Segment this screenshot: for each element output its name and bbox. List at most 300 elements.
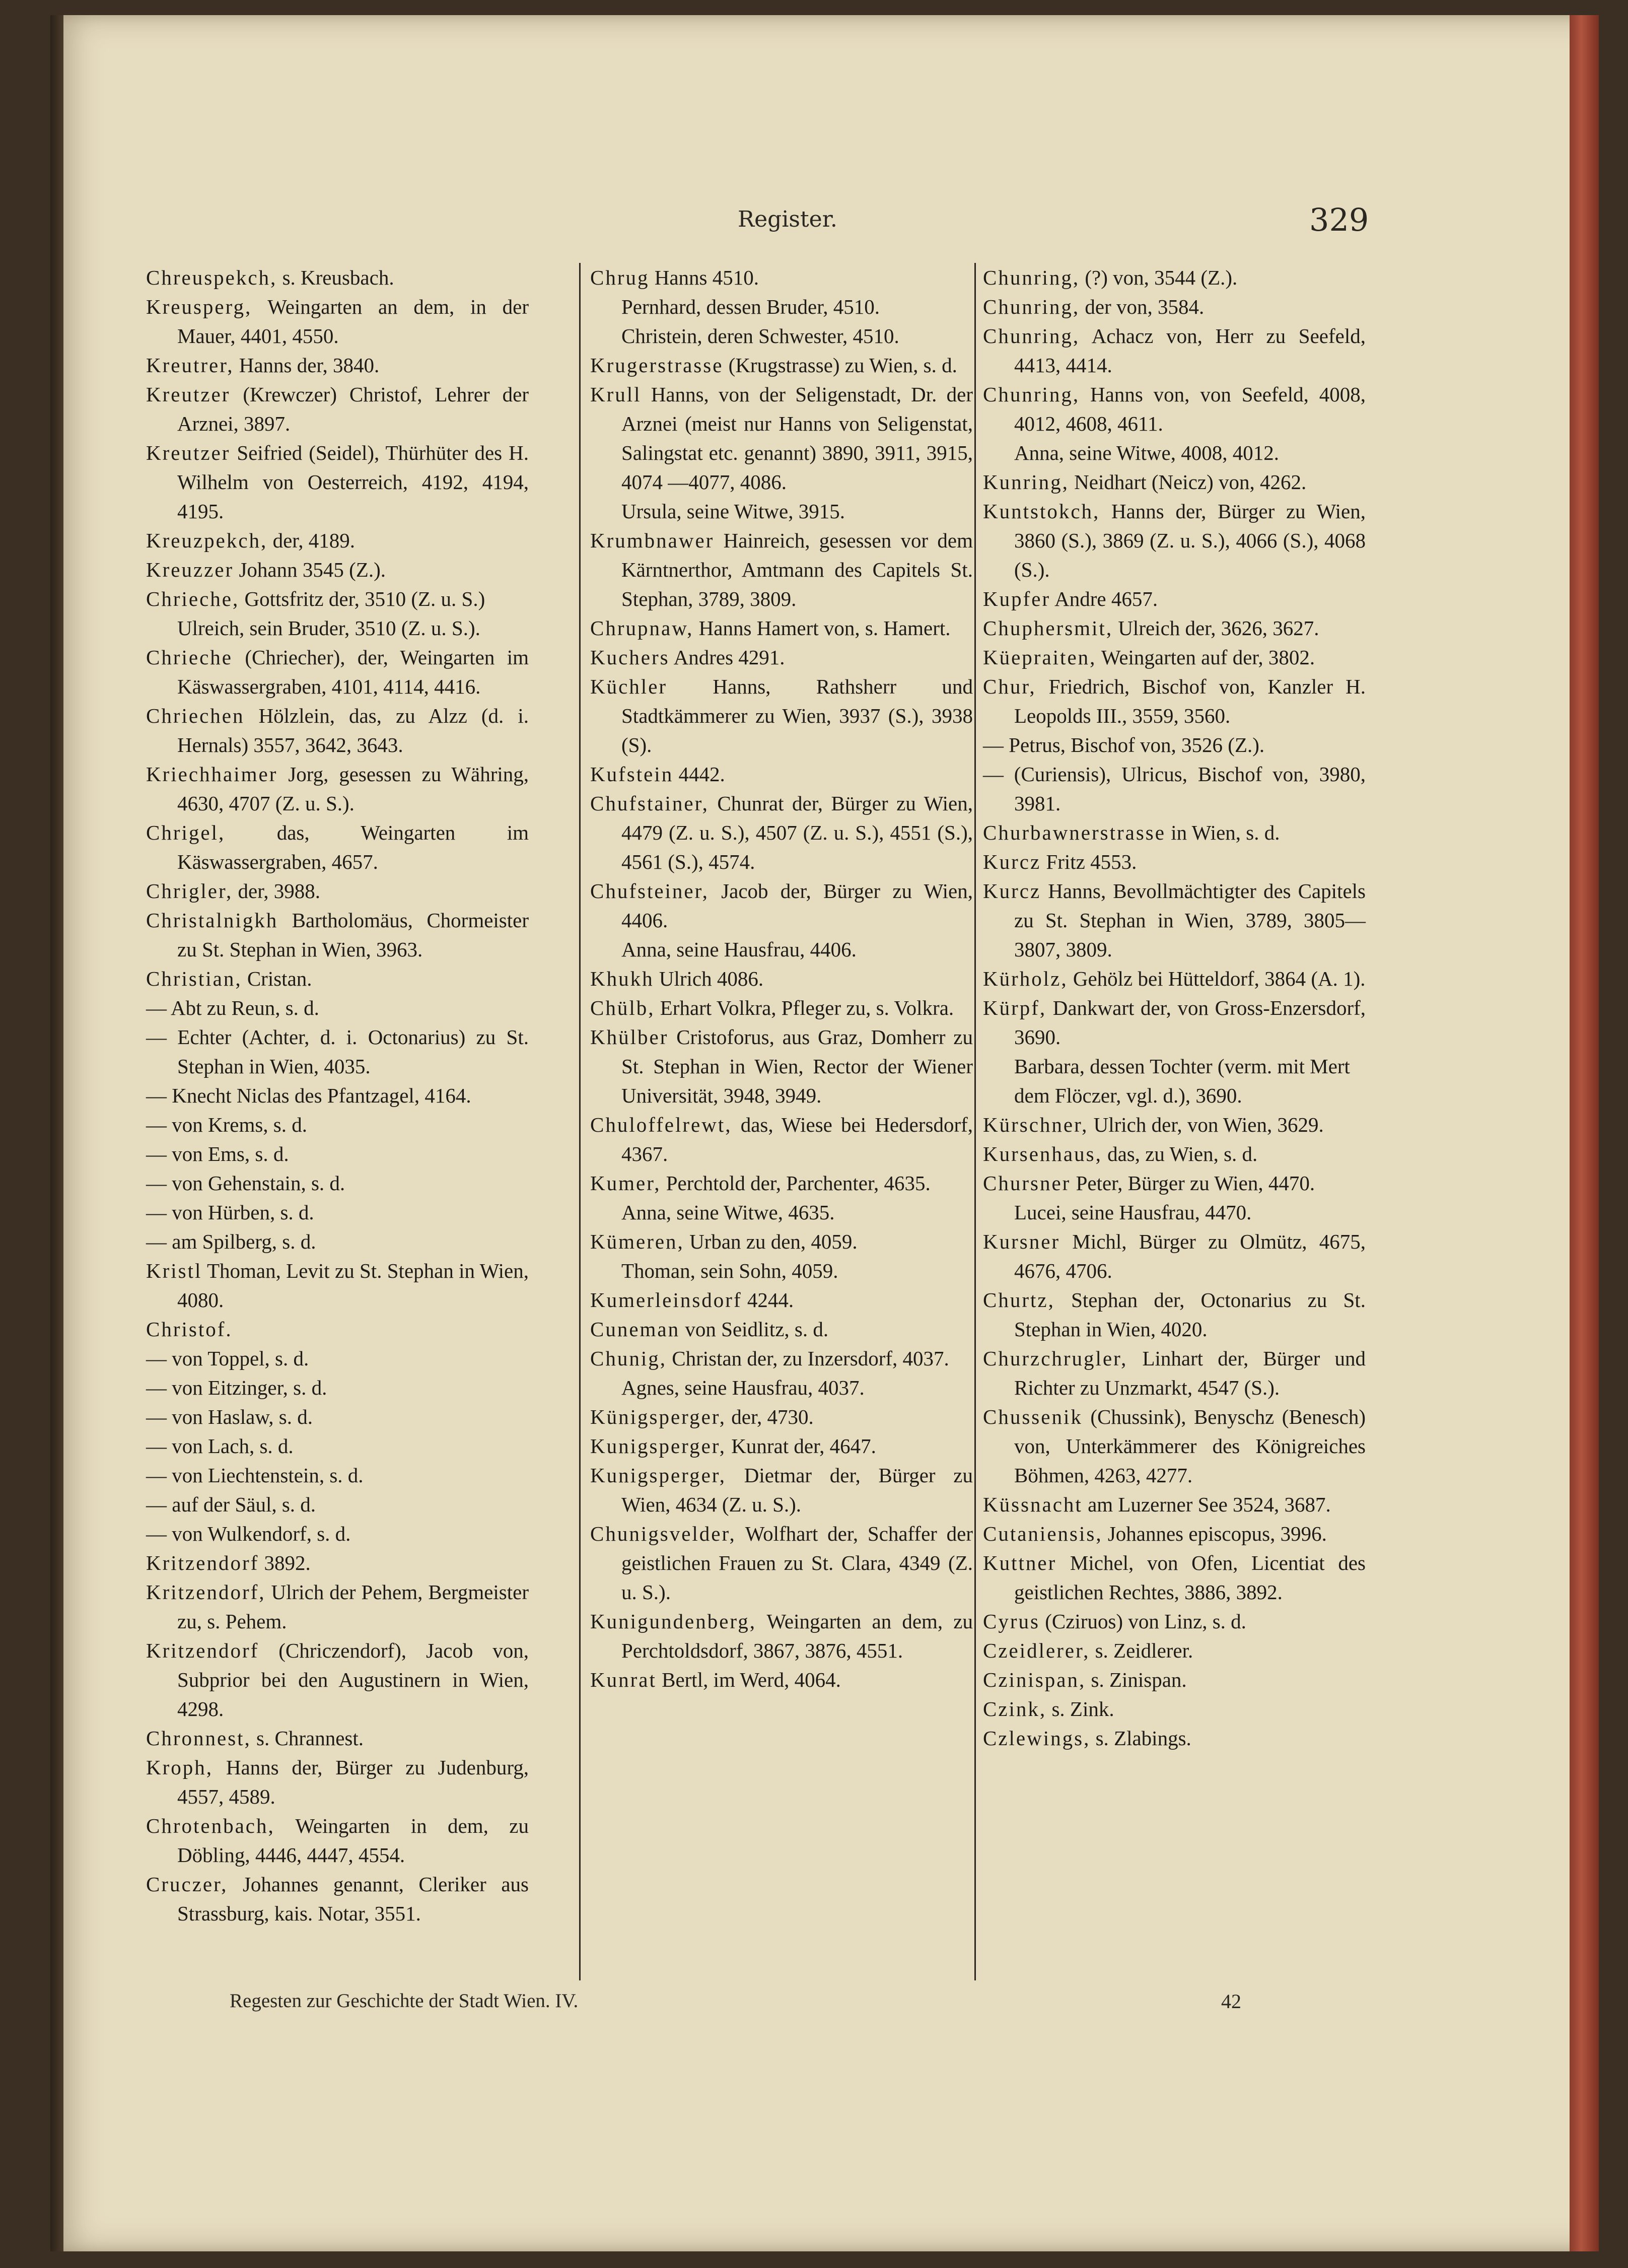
entry-text: Linhart der, Bürger und Richter zu Unzmarkt, 4547 (S.). xyxy=(1014,1347,1366,1399)
entry-text: Ulrich der, von Wien, 3629. xyxy=(1093,1113,1324,1136)
column-rule xyxy=(974,263,976,1980)
entry-text: (?) von, 3544 (Z.). xyxy=(1085,266,1238,289)
entry-text: s. Zlabings. xyxy=(1095,1727,1191,1750)
entry-text: — Knecht Niclas des Pfantzagel, 4164. xyxy=(146,1084,471,1107)
entry-text: — von Toppel, s. d. xyxy=(146,1347,309,1370)
index-entry xyxy=(983,643,1366,672)
index-entry xyxy=(590,380,973,497)
entry-text: 4442. xyxy=(678,763,725,786)
entry-text: Perchtold der, Parchenter, 4635. xyxy=(666,1172,931,1195)
entry-headword: Kunigsperger, xyxy=(590,1434,727,1458)
entry-text: — von Lach, s. d. xyxy=(146,1434,294,1458)
index-entry xyxy=(983,1607,1366,1636)
index-entry xyxy=(983,1519,1366,1548)
entry-text: — von Hürben, s. d. xyxy=(146,1201,314,1224)
index-entry xyxy=(590,1665,973,1694)
entry-headword: Chur, xyxy=(983,675,1036,698)
entry-text: Hanns, Bevollmächtigter des Capitels zu St. Stephan in Wien, 3789, 3805—3807, 3809. xyxy=(1014,879,1366,961)
entry-headword: Kritzendorf xyxy=(146,1639,259,1662)
index-entry xyxy=(983,1139,1366,1169)
index-entry xyxy=(983,1344,1366,1402)
entry-headword: Kreutzer xyxy=(146,441,231,464)
index-entry xyxy=(590,964,973,993)
index-entry xyxy=(983,1724,1366,1753)
subentry-text: Ulreich, sein Bruder, 3510 (Z. u. S.). xyxy=(177,616,480,640)
entry-text: Bartholomäus, Chormeister zu St. Stephan in Wien, 3963. xyxy=(177,909,529,961)
entry-text: Hainreich, gesessen vor dem Kärntnerthor, Amtmann des Capitels St. Stephan, 3789, 3809. xyxy=(621,529,973,610)
index-entry xyxy=(590,1402,973,1431)
entry-text: Johannes genannt, Cleriker aus Strassburg, kais. Notar, 3551. xyxy=(177,1873,529,1925)
entry-headword: Chrigler, xyxy=(146,879,233,903)
index-entry xyxy=(983,964,1366,993)
entry-headword: Chrigel, xyxy=(146,821,226,844)
index-entry xyxy=(983,847,1366,876)
entry-text: am Luzerner See 3524, 3687. xyxy=(1088,1493,1331,1516)
index-entry xyxy=(146,906,529,964)
entry-text: das, Wiese bei Hedersdorf, 4367. xyxy=(621,1113,973,1165)
entry-headword: Christof. xyxy=(146,1318,233,1341)
entry-text: s. Zink. xyxy=(1051,1697,1114,1721)
running-header: Register. xyxy=(738,207,837,232)
subentry-text: Anna, seine Witwe, 4635. xyxy=(621,1201,835,1224)
entry-text: Seifried (Seidel), Thürhüter des H. Wilhelm von Oesterreich, 4192, 4194, 4195. xyxy=(177,441,529,523)
entry-text: Friedrich, Bischof von, Kanzler H. Leopolds III., 3559, 3560. xyxy=(1014,675,1366,727)
index-entry xyxy=(983,1665,1366,1694)
entry-headword: Küchler xyxy=(590,675,668,698)
subentry-text: Anna, seine Witwe, 4008, 4012. xyxy=(1014,441,1279,464)
index-subentry xyxy=(983,438,1366,467)
entry-headword: Churzchrugler, xyxy=(983,1347,1128,1370)
index-entry xyxy=(590,643,973,672)
page-number: 329 xyxy=(1309,201,1369,238)
entry-text: — von Krems, s. d. xyxy=(146,1113,308,1136)
index-entry xyxy=(146,1344,529,1373)
entry-text: Hanns, von der Seligenstadt, Dr. der Arznei (meist nur Hanns von Seligenstat, Salingstat etc. genannt) 3890, 3911, 3915, 4074 —4077, 4086. xyxy=(621,383,973,494)
entry-headword: Chufsteiner, xyxy=(590,879,709,903)
entry-text: Ulrich der Pehem, Bergmeister zu, s. Pehem. xyxy=(177,1580,529,1633)
entry-headword: Cuneman xyxy=(590,1318,680,1341)
entry-text: — von Ems, s. d. xyxy=(146,1142,289,1165)
entry-headword: Kriechhaimer xyxy=(146,763,278,786)
entry-headword: Kuntstokch, xyxy=(983,500,1100,523)
index-entry xyxy=(590,672,973,760)
index-entry xyxy=(146,876,529,906)
entry-headword: Czink, xyxy=(983,1697,1047,1721)
entry-text: Stephan der, Octonarius zu St. Stephan in Wien, 4020. xyxy=(1014,1288,1366,1341)
entry-headword: Chronnest, xyxy=(146,1727,251,1750)
index-entry xyxy=(983,1285,1366,1344)
entry-text: s. Chrannest. xyxy=(256,1727,364,1750)
entry-headword: Chussenik xyxy=(983,1405,1083,1428)
entry-headword: Kunigsperger, xyxy=(590,1464,727,1487)
entry-text: in Wien, s. d. xyxy=(1171,821,1280,844)
index-entry xyxy=(146,1256,529,1315)
index-entry xyxy=(146,584,529,613)
entry-text: Peter, Bürger zu Wien, 4470. xyxy=(1076,1172,1315,1195)
index-entry xyxy=(983,1110,1366,1139)
entry-headword: Krugerstrasse xyxy=(590,354,724,377)
index-entry xyxy=(590,789,973,876)
index-entry xyxy=(146,993,529,1022)
entry-headword: Chülb, xyxy=(590,996,655,1019)
subentry-text: Anna, seine Hausfrau, 4406. xyxy=(621,938,857,961)
subentry-text: Barbara, dessen Tochter (verm. mit Mert dem Flöczer, vgl. d.), 3690. xyxy=(1014,1055,1350,1107)
index-entry xyxy=(590,1227,973,1256)
entry-headword: Künigsperger, xyxy=(590,1405,727,1428)
entry-text: Dietmar der, Bürger zu Wien, 4634 (Z. u. S.). xyxy=(621,1464,973,1516)
entry-text: Weingarten an dem, zu Perchtoldsdorf, 3867, 3876, 4551. xyxy=(621,1610,973,1662)
entry-headword: Cutaniensis, xyxy=(983,1522,1103,1545)
entry-text: Weingarten auf der, 3802. xyxy=(1101,646,1315,669)
gutter-edge xyxy=(50,15,63,2251)
entry-text: der, 4189. xyxy=(272,529,356,552)
index-entry xyxy=(983,672,1366,730)
index-entry xyxy=(983,760,1366,818)
entry-text: Chunrat der, Bürger zu Wien, 4479 (Z. u. S.), 4507 (Z. u. S.), 4551 (S.), 4561 (S.), 4574. xyxy=(621,792,973,873)
index-entry xyxy=(146,1577,529,1636)
entry-headword: Churbawnerstrasse xyxy=(983,821,1166,844)
subentry-text: Ursula, seine Witwe, 3915. xyxy=(621,500,845,523)
index-entry xyxy=(590,1110,973,1169)
entry-headword: Kufstein xyxy=(590,763,674,786)
index-subentry xyxy=(590,1373,973,1402)
entry-text: (Chussink), Benyschz (Benesch) von, Unterkämmerer des Königreiches Böhmen, 4263, 4277. xyxy=(1014,1405,1366,1487)
index-entry xyxy=(983,613,1366,643)
index-entry xyxy=(146,1198,529,1227)
index-entry xyxy=(590,1022,973,1110)
entry-text: das, Weingarten im Käswassergraben, 4657. xyxy=(177,821,529,873)
entry-headword: Kümeren, xyxy=(590,1230,684,1253)
index-entry xyxy=(146,1169,529,1198)
entry-text: Weingarten an dem, in der Mauer, 4401, 4550. xyxy=(177,295,529,348)
entry-text: Neidhart (Neicz) von, 4262. xyxy=(1074,470,1307,494)
entry-text: (Krewczer) Christof, Lehrer der Arznei, 3897. xyxy=(177,383,529,435)
entry-text: — Abt zu Reun, s. d. xyxy=(146,996,319,1019)
entry-text: Andres 4291. xyxy=(673,646,785,669)
entry-headword: Kritzendorf, xyxy=(146,1580,266,1604)
entry-text: Thoman, Levit zu St. Stephan in Wien, 4080. xyxy=(177,1259,529,1312)
entry-headword: Cyrus xyxy=(983,1610,1040,1633)
index-entry xyxy=(146,526,529,555)
index-subentry xyxy=(983,1198,1366,1227)
entry-text: — auf der Säul, s. d. xyxy=(146,1493,316,1516)
entry-text: Bertl, im Werd, 4064. xyxy=(662,1668,841,1691)
index-entry xyxy=(590,351,973,380)
entry-headword: Czinispan, xyxy=(983,1668,1086,1691)
entry-text: von Seidlitz, s. d. xyxy=(685,1318,829,1341)
entry-text: — von Gehenstain, s. d. xyxy=(146,1172,345,1195)
index-entry xyxy=(146,263,529,292)
entry-text: Johannes episcopus, 3996. xyxy=(1107,1522,1327,1545)
index-entry xyxy=(983,1548,1366,1607)
entry-headword: Kürpf, xyxy=(983,996,1047,1019)
entry-headword: Khukh xyxy=(590,967,654,990)
entry-headword: Christian, xyxy=(146,967,242,990)
entry-headword: Krull xyxy=(590,383,642,406)
entry-headword: Kunigundenberg, xyxy=(590,1610,757,1633)
signature-mark: 42 xyxy=(1221,1990,1241,2013)
index-entry xyxy=(146,1402,529,1431)
entry-headword: Czlewings, xyxy=(983,1727,1091,1750)
index-column-3 xyxy=(983,263,1366,1985)
entry-text: der von, 3584. xyxy=(1085,295,1205,318)
entry-text: (Cziruos) von Linz, s. d. xyxy=(1045,1610,1246,1633)
entry-text: Michl, Bürger zu Olmütz, 4675, 4676, 4706. xyxy=(1014,1230,1366,1282)
index-entry xyxy=(983,1227,1366,1285)
index-entry xyxy=(590,1315,973,1344)
index-entry xyxy=(590,760,973,789)
entry-headword: Kupfer xyxy=(983,587,1051,610)
entry-headword: Kursenhaus, xyxy=(983,1142,1102,1165)
entry-headword: Kreuzzer xyxy=(146,558,234,581)
entry-headword: Chrieche, xyxy=(146,587,240,610)
index-column-2 xyxy=(590,263,973,1985)
index-entry xyxy=(146,1811,529,1870)
index-entry xyxy=(983,993,1366,1052)
index-entry xyxy=(146,380,529,438)
subentry-text: Christein, deren Schwester, 4510. xyxy=(621,324,899,348)
entry-text: Hanns der, Bürger zu Wien, 3860 (S.), 3869 (Z. u. S.), 4066 (S.), 4068 (S.). xyxy=(1014,500,1366,581)
index-entry xyxy=(983,292,1366,321)
entry-text: Jorg, gesessen zu Währing, 4630, 4707 (Z. u. S.). xyxy=(177,763,529,815)
entry-text: — von Wulkendorf, s. d. xyxy=(146,1522,351,1545)
index-entry xyxy=(146,1110,529,1139)
index-entry xyxy=(983,1636,1366,1665)
entry-text: (Chriecher), der, Weingarten im Käswassergraben, 4101, 4114, 4416. xyxy=(177,646,529,698)
index-entry xyxy=(146,1081,529,1110)
entry-text: Hanns der, 3840. xyxy=(239,354,380,377)
index-entry xyxy=(590,1519,973,1607)
entry-headword: Chuloffelrewt, xyxy=(590,1113,732,1136)
index-entry xyxy=(146,818,529,876)
entry-headword: Kroph, xyxy=(146,1756,214,1779)
entry-headword: Chufstainer, xyxy=(590,792,709,815)
entry-headword: Cruczer, xyxy=(146,1873,228,1896)
index-entry xyxy=(146,701,529,760)
entry-text: Hanns, Rathsherr und Stadtkämmerer zu Wien, 3937 (S.), 3938 (S). xyxy=(621,675,973,757)
index-entry xyxy=(983,1402,1366,1490)
entry-text: Hölzlein, das, zu Alzz (d. i. Hernals) 3557, 3642, 3643. xyxy=(177,704,529,757)
index-entry xyxy=(983,584,1366,613)
entry-headword: Kreuzpekch, xyxy=(146,529,268,552)
index-entry xyxy=(146,555,529,584)
entry-text: der, 4730. xyxy=(731,1405,814,1428)
index-entry xyxy=(146,1461,529,1490)
index-entry xyxy=(983,321,1366,380)
entry-headword: Chursner xyxy=(983,1172,1071,1195)
subentry-text: Agnes, seine Hausfrau, 4037. xyxy=(621,1376,865,1399)
entry-headword: Kunring, xyxy=(983,470,1069,494)
index-entry xyxy=(146,1870,529,1928)
entry-text: Christan der, zu Inzersdorf, 4037. xyxy=(672,1347,949,1370)
entry-text: — am Spilberg, s. d. xyxy=(146,1230,316,1253)
entry-headword: Kumerleinsdorf xyxy=(590,1288,742,1312)
entry-text: (Chriczendorf), Jacob von, Subprior bei den Augustinern in Wien, 4298. xyxy=(177,1639,529,1721)
index-entry xyxy=(983,1490,1366,1519)
entry-headword: Chreuspekch, xyxy=(146,266,277,289)
index-entry xyxy=(983,1694,1366,1724)
entry-headword: Kristl xyxy=(146,1259,202,1282)
entry-text: s. Zinispan. xyxy=(1091,1668,1187,1691)
entry-headword: Kreutzer xyxy=(146,383,231,406)
entry-headword: Küssnacht xyxy=(983,1493,1083,1516)
column-rule xyxy=(579,263,581,1980)
index-entry xyxy=(146,292,529,351)
entry-headword: Chunigsvelder, xyxy=(590,1522,736,1545)
index-subentry xyxy=(590,497,973,526)
index-entry xyxy=(590,993,973,1022)
entry-headword: Kreusperg, xyxy=(146,295,252,318)
entry-headword: Küepraiten, xyxy=(983,646,1097,669)
page-edge-binding xyxy=(1570,15,1599,2251)
entry-text: — von Haslaw, s. d. xyxy=(146,1405,313,1428)
entry-text: Johann 3545 (Z.). xyxy=(239,558,386,581)
entry-text: s. Kreusbach. xyxy=(282,266,394,289)
entry-headword: Khülber xyxy=(590,1025,669,1049)
entry-headword: Chrug xyxy=(590,266,650,289)
entry-text: Michel, von Ofen, Licentiat des geistlichen Rechtes, 3886, 3892. xyxy=(1014,1551,1366,1604)
entry-text: Andre 4657. xyxy=(1054,587,1158,610)
entry-headword: Kuttner xyxy=(983,1551,1057,1574)
entry-headword: Kreutrer, xyxy=(146,354,234,377)
index-entry xyxy=(590,526,973,613)
footer-note: Regesten zur Geschichte der Stadt Wien. IV. xyxy=(230,1990,579,2012)
entry-headword: Chuphersmit, xyxy=(983,616,1113,640)
entry-headword: Chrupnaw, xyxy=(590,616,694,640)
index-entry xyxy=(590,1607,973,1665)
index-entry xyxy=(146,1636,529,1724)
subentry-text: Lucei, seine Hausfrau, 4470. xyxy=(1014,1201,1252,1224)
entry-text: 3892. xyxy=(264,1551,311,1574)
index-subentry xyxy=(590,321,973,351)
index-entry xyxy=(590,263,973,292)
index-entry xyxy=(146,1724,529,1753)
index-entry xyxy=(146,1490,529,1519)
entry-text: Jacob der, Bürger zu Wien, 4406. xyxy=(621,879,973,932)
entry-headword: Chunring, xyxy=(983,383,1080,406)
entry-text: der, 3988. xyxy=(238,879,320,903)
index-column-1 xyxy=(146,263,529,1985)
index-entry xyxy=(983,876,1366,964)
entry-headword: Chunring, xyxy=(983,295,1080,318)
entry-headword: Krumbnawer xyxy=(590,529,715,552)
entry-headword: Kursner xyxy=(983,1230,1060,1253)
entry-text: Weingarten in dem, zu Döbling, 4446, 4447, 4554. xyxy=(177,1814,529,1867)
entry-text: s. Zeidlerer. xyxy=(1095,1639,1193,1662)
entry-text: Gehölz bei Hütteldorf, 3864 (A. 1). xyxy=(1073,967,1366,990)
index-entry xyxy=(983,497,1366,584)
entry-text: 4244. xyxy=(747,1288,794,1312)
index-entry xyxy=(146,438,529,526)
index-subentry xyxy=(590,1198,973,1227)
index-entry xyxy=(146,1227,529,1256)
entry-text: Wolfhart der, Schaffer der geistlichen Frauen zu St. Clara, 4349 (Z. u. S.). xyxy=(621,1522,973,1604)
entry-text: Cristoforus, aus Graz, Domherr zu St. Stephan in Wien, Rector der Wiener Universität, 3948, 3949. xyxy=(621,1025,973,1107)
entry-text: — Echter (Achter, d. i. Octonarius) zu St. Stephan in Wien, 4035. xyxy=(146,1025,529,1078)
entry-text: — (Curiensis), Ulricus, Bischof von, 3980, 3981. xyxy=(983,763,1366,815)
index-entry xyxy=(146,760,529,818)
index-entry xyxy=(983,380,1366,438)
index-entry xyxy=(590,1285,973,1315)
entry-text: Achacz von, Herr zu Seefeld, 4413, 4414. xyxy=(1014,324,1366,377)
index-entry xyxy=(146,643,529,701)
entry-headword: Chrieche xyxy=(146,646,233,669)
index-entry xyxy=(146,1315,529,1344)
entry-headword: Christalnigkh xyxy=(146,909,278,932)
entry-text: Hanns Hamert von, s. Hamert. xyxy=(698,616,951,640)
entry-text: Fritz 4553. xyxy=(1046,850,1137,873)
index-entry xyxy=(146,964,529,993)
index-entry xyxy=(590,1344,973,1373)
index-entry xyxy=(590,1169,973,1198)
entry-headword: Kuchers xyxy=(590,646,670,669)
index-subentry xyxy=(590,292,973,321)
entry-headword: Chriechen xyxy=(146,704,245,727)
subentry-text: Thoman, sein Sohn, 4059. xyxy=(621,1259,838,1282)
index-subentry xyxy=(146,613,529,643)
entry-text: Cristan. xyxy=(247,967,312,990)
entry-headword: Kunrat xyxy=(590,1668,657,1691)
index-entry xyxy=(146,1373,529,1402)
entry-text: Ulreich der, 3626, 3627. xyxy=(1118,616,1319,640)
entry-headword: Kurcz xyxy=(983,850,1041,873)
entry-text: (Krugstrasse) zu Wien, s. d. xyxy=(728,354,957,377)
entry-text: Kunrat der, 4647. xyxy=(731,1434,876,1458)
index-entry xyxy=(146,1548,529,1577)
entry-text: — Petrus, Bischof von, 3526 (Z.). xyxy=(983,733,1265,757)
index-entry xyxy=(590,1431,973,1461)
index-entry xyxy=(146,1519,529,1548)
index-subentry xyxy=(983,1052,1366,1110)
entry-headword: Kurcz xyxy=(983,879,1041,903)
entry-text: Erhart Volkra, Pfleger zu, s. Volkra. xyxy=(660,996,954,1019)
index-entry xyxy=(983,730,1366,760)
entry-headword: Chunig, xyxy=(590,1347,667,1370)
entry-headword: Kritzendorf xyxy=(146,1551,259,1574)
index-entry xyxy=(146,351,529,380)
index-entry xyxy=(146,1022,529,1081)
entry-text: Ulrich 4086. xyxy=(659,967,764,990)
entry-headword: Kürholz, xyxy=(983,967,1068,990)
entry-text: Hanns 4510. xyxy=(654,266,759,289)
index-entry xyxy=(590,876,973,935)
entry-headword: Chunring, xyxy=(983,266,1080,289)
index-entry xyxy=(146,1431,529,1461)
entry-headword: Kürschner, xyxy=(983,1113,1089,1136)
entry-headword: Churtz, xyxy=(983,1288,1055,1312)
entry-headword: Czeidlerer, xyxy=(983,1639,1090,1662)
index-entry xyxy=(983,1169,1366,1198)
entry-text: Hanns der, Bürger zu Judenburg, 4557, 4589. xyxy=(177,1756,529,1808)
entry-headword: Chrotenbach, xyxy=(146,1814,275,1837)
entry-text: Gottsfritz der, 3510 (Z. u. S.) xyxy=(244,587,485,610)
entry-text: Urban zu den, 4059. xyxy=(689,1230,858,1253)
index-subentry xyxy=(590,935,973,964)
index-entry xyxy=(146,1139,529,1169)
subentry-text: Pernhard, dessen Bruder, 4510. xyxy=(621,295,880,318)
index-entry xyxy=(590,1461,973,1519)
entry-headword: Chunring, xyxy=(983,324,1080,348)
index-entry xyxy=(590,613,973,643)
entry-text: — von Eitzinger, s. d. xyxy=(146,1376,327,1399)
index-entry xyxy=(983,818,1366,847)
index-entry xyxy=(983,467,1366,497)
index-subentry xyxy=(590,1256,973,1285)
entry-headword: Kumer, xyxy=(590,1172,661,1195)
index-entry xyxy=(146,1753,529,1811)
index-entry xyxy=(983,263,1366,292)
entry-text: Hanns von, von Seefeld, 4008, 4012, 4608, 4611. xyxy=(1014,383,1366,435)
